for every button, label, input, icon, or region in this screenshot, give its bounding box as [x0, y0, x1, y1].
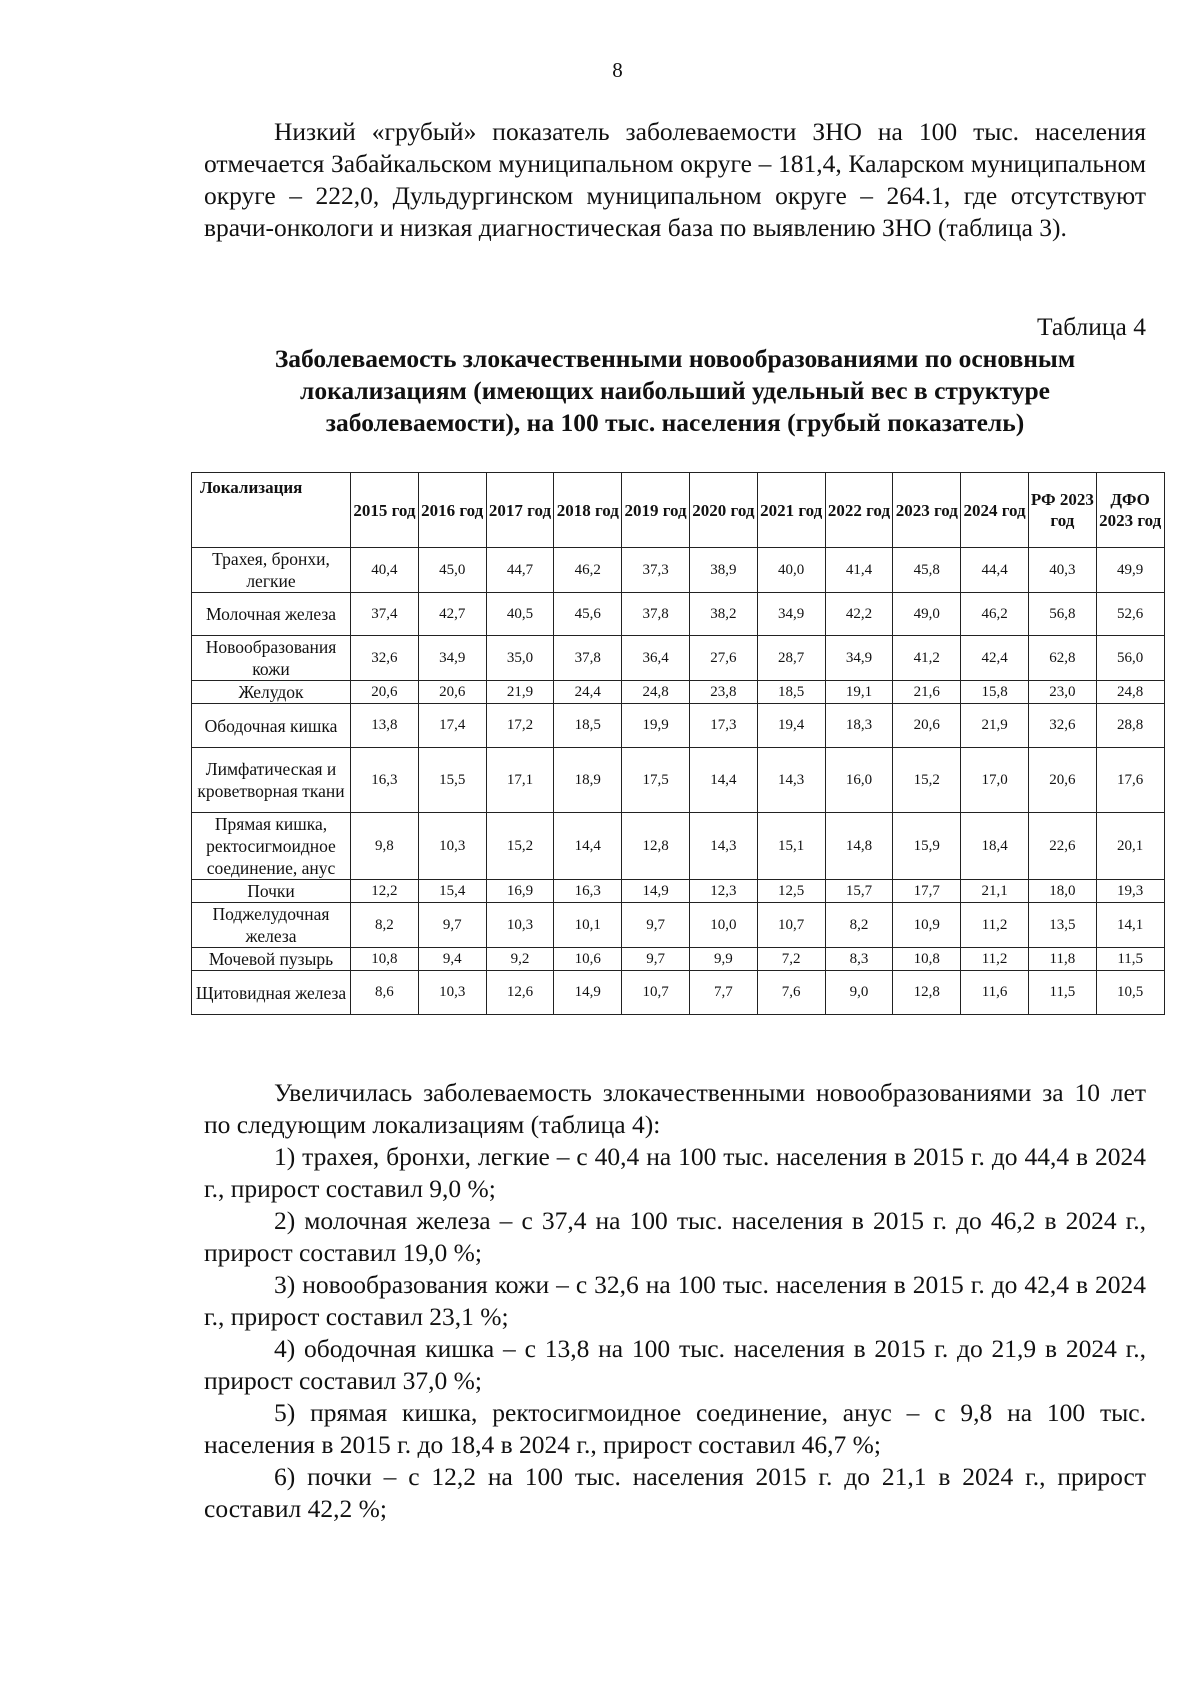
row-value: 17,7 — [893, 880, 961, 903]
row-value: 32,6 — [1028, 704, 1096, 748]
row-value: 46,2 — [554, 548, 622, 593]
row-value: 38,2 — [689, 593, 757, 636]
row-value: 12,5 — [757, 880, 825, 903]
row-value: 12,3 — [689, 880, 757, 903]
row-value: 19,1 — [825, 681, 893, 704]
row-value: 46,2 — [961, 593, 1029, 636]
incidence-table — [191, 472, 1165, 1015]
row-localization: Почки — [192, 880, 351, 903]
row-value: 37,8 — [554, 636, 622, 681]
row-value: 10,3 — [418, 813, 486, 880]
row-value: 10,1 — [554, 903, 622, 948]
row-value: 12,8 — [622, 813, 690, 880]
row-value: 17,0 — [961, 748, 1029, 813]
row-value: 34,9 — [418, 636, 486, 681]
row-value: 10,3 — [418, 971, 486, 1015]
row-value: 44,7 — [486, 548, 554, 593]
row-value: 17,4 — [418, 704, 486, 748]
header-dfo-2023: ДФО 2023 год — [1096, 473, 1164, 548]
row-value: 10,7 — [757, 903, 825, 948]
header-2015: 2015 год — [351, 473, 419, 548]
row-value: 28,7 — [757, 636, 825, 681]
row-value: 10,5 — [1096, 971, 1164, 1015]
row-value: 52,6 — [1096, 593, 1164, 636]
row-value: 34,9 — [757, 593, 825, 636]
header-2024: 2024 год — [961, 473, 1029, 548]
row-value: 9,7 — [622, 948, 690, 971]
header-2017: 2017 год — [486, 473, 554, 548]
row-value: 10,3 — [486, 903, 554, 948]
row-value: 14,8 — [825, 813, 893, 880]
row-value: 11,5 — [1028, 971, 1096, 1015]
row-value: 19,4 — [757, 704, 825, 748]
row-value: 14,3 — [757, 748, 825, 813]
row-value: 12,6 — [486, 971, 554, 1015]
row-value: 34,9 — [825, 636, 893, 681]
row-value: 38,9 — [689, 548, 757, 593]
row-value: 22,6 — [1028, 813, 1096, 880]
row-value: 20,6 — [1028, 748, 1096, 813]
row-value: 15,2 — [486, 813, 554, 880]
row-value: 23,8 — [689, 681, 757, 704]
header-2023: 2023 год — [893, 473, 961, 548]
table-row — [192, 636, 1165, 681]
row-value: 56,0 — [1096, 636, 1164, 681]
row-value: 40,5 — [486, 593, 554, 636]
row-value: 9,9 — [689, 948, 757, 971]
table-row — [192, 903, 1165, 948]
row-value: 8,3 — [825, 948, 893, 971]
row-value: 15,4 — [418, 880, 486, 903]
row-value: 19,9 — [622, 704, 690, 748]
header-rf-2023: РФ 2023 год — [1028, 473, 1096, 548]
row-value: 24,8 — [622, 681, 690, 704]
table-row — [192, 948, 1165, 971]
row-value: 10,9 — [893, 903, 961, 948]
table-row — [192, 748, 1165, 813]
row-localization: Мочевой пузырь — [192, 948, 351, 971]
row-value: 32,6 — [351, 636, 419, 681]
row-value: 11,8 — [1028, 948, 1096, 971]
row-value: 18,0 — [1028, 880, 1096, 903]
row-value: 41,4 — [825, 548, 893, 593]
row-value: 20,1 — [1096, 813, 1164, 880]
row-value: 7,2 — [757, 948, 825, 971]
row-value: 18,3 — [825, 704, 893, 748]
row-value: 14,3 — [689, 813, 757, 880]
row-value: 17,1 — [486, 748, 554, 813]
row-value: 14,4 — [554, 813, 622, 880]
row-value: 8,2 — [825, 903, 893, 948]
row-value: 8,2 — [351, 903, 419, 948]
row-value: 11,2 — [961, 948, 1029, 971]
row-value: 40,4 — [351, 548, 419, 593]
row-value: 9,8 — [351, 813, 419, 880]
row-value: 9,2 — [486, 948, 554, 971]
row-value: 13,5 — [1028, 903, 1096, 948]
row-value: 27,6 — [689, 636, 757, 681]
row-localization: Трахея, бронхи, легкие — [192, 548, 351, 593]
row-value: 28,8 — [1096, 704, 1164, 748]
header-2020: 2020 год — [689, 473, 757, 548]
header-2021: 2021 год — [757, 473, 825, 548]
header-2016: 2016 год — [418, 473, 486, 548]
row-value: 45,0 — [418, 548, 486, 593]
row-value: 14,9 — [554, 971, 622, 1015]
row-value: 21,9 — [486, 681, 554, 704]
table-label: Таблица 4 — [1036, 312, 1146, 341]
row-value: 10,7 — [622, 971, 690, 1015]
row-value: 15,2 — [893, 748, 961, 813]
conclusion-item: 3) новообразования кожи – с 32,6 на 100 тыс. населения в 2015 г. до 42,4 в 2024 г., прирост составил 23,1 %; — [204, 1270, 1146, 1331]
conclusion-item: 4) ободочная кишка – с 13,8 на 100 тыс. населения в 2015 г. до 21,9 в 2024 г., прирост составил 37,0 %; — [204, 1334, 1146, 1395]
row-value: 11,2 — [961, 903, 1029, 948]
row-value: 15,1 — [757, 813, 825, 880]
row-value: 7,6 — [757, 971, 825, 1015]
row-value: 20,6 — [351, 681, 419, 704]
row-value: 10,8 — [351, 948, 419, 971]
conclusions-lead: Увеличилась заболеваемость злокачественными новообразованиями за 10 лет по следующим локализациям (таблица 4): — [204, 1078, 1146, 1139]
row-value: 42,2 — [825, 593, 893, 636]
row-value: 20,6 — [418, 681, 486, 704]
row-localization: Молочная железа — [192, 593, 351, 636]
row-value: 9,7 — [622, 903, 690, 948]
row-value: 37,8 — [622, 593, 690, 636]
row-value: 21,9 — [961, 704, 1029, 748]
conclusion-item: 5) прямая кишка, ректосигмоидное соединение, анус – с 9,8 на 100 тыс. населения в 2015 г. до 18,4 в 2024 г., прирост составил 46,7 %; — [204, 1398, 1146, 1459]
conclusions — [204, 1077, 1146, 1525]
row-value: 18,4 — [961, 813, 1029, 880]
header-2018: 2018 год — [554, 473, 622, 548]
conclusion-item: 1) трахея, бронхи, легкие – с 40,4 на 100 тыс. населения в 2015 г. до 44,4 в 2024 г., прирост составил 9,0 %; — [204, 1142, 1146, 1203]
row-value: 20,6 — [893, 704, 961, 748]
row-localization: Ободочная кишка — [192, 704, 351, 748]
table-row — [192, 704, 1165, 748]
header-2019: 2019 год — [622, 473, 690, 548]
row-localization: Прямая кишка, ректосигмоидное соединение, анус — [192, 813, 351, 880]
table-row — [192, 593, 1165, 636]
row-value: 62,8 — [1028, 636, 1096, 681]
row-value: 45,8 — [893, 548, 961, 593]
row-value: 36,4 — [622, 636, 690, 681]
row-value: 37,3 — [622, 548, 690, 593]
header-2022: 2022 год — [825, 473, 893, 548]
row-value: 7,7 — [689, 971, 757, 1015]
row-value: 16,3 — [554, 880, 622, 903]
row-value: 42,4 — [961, 636, 1029, 681]
conclusion-item: 6) почки – с 12,2 на 100 тыс. населения 2015 г. до 21,1 в 2024 г., прирост составил 42,2 %; — [204, 1462, 1146, 1523]
table-row — [192, 971, 1165, 1015]
row-value: 17,3 — [689, 704, 757, 748]
row-localization: Лимфатическая и кроветворная ткани — [192, 748, 351, 813]
row-value: 12,2 — [351, 880, 419, 903]
row-value: 15,8 — [961, 681, 1029, 704]
row-value: 23,0 — [1028, 681, 1096, 704]
row-localization: Поджелудочная железа — [192, 903, 351, 948]
row-value: 24,8 — [1096, 681, 1164, 704]
row-value: 13,8 — [351, 704, 419, 748]
row-value: 21,1 — [961, 880, 1029, 903]
row-value: 11,5 — [1096, 948, 1164, 971]
row-value: 45,6 — [554, 593, 622, 636]
row-value: 56,8 — [1028, 593, 1096, 636]
row-value: 15,7 — [825, 880, 893, 903]
row-value: 21,6 — [893, 681, 961, 704]
table-body — [192, 548, 1165, 1015]
row-value: 40,0 — [757, 548, 825, 593]
table-row — [192, 548, 1165, 593]
row-value: 49,9 — [1096, 548, 1164, 593]
intro-paragraph: Низкий «грубый» показатель заболеваемости ЗНО на 100 тыс. населения отмечается Забайкальском муниципальном округе – 181,4, Каларском муниципальном округе – 222,0, Дульдургинском муниципальном округе – 264.1, где отсутствуют врачи-онкологи и низкая диагностическая база по выявлению ЗНО (таблица 3). — [204, 117, 1146, 242]
row-value: 9,0 — [825, 971, 893, 1015]
row-value: 11,6 — [961, 971, 1029, 1015]
row-localization: Новообразования кожи — [192, 636, 351, 681]
row-value: 19,3 — [1096, 880, 1164, 903]
row-value: 41,2 — [893, 636, 961, 681]
row-value: 16,3 — [351, 748, 419, 813]
row-value: 18,5 — [757, 681, 825, 704]
row-value: 12,8 — [893, 971, 961, 1015]
row-localization: Щитовидная железа — [192, 971, 351, 1015]
row-value: 16,9 — [486, 880, 554, 903]
page-number: 8 — [612, 58, 623, 82]
table-title: Заболеваемость злокачественными новообразованиями по основным локализациям (имеющих наибольший удельный вес в структуре заболеваемости), на 100 тыс. населения (грубый показатель) — [274, 344, 1076, 437]
row-value: 17,6 — [1096, 748, 1164, 813]
row-value: 14,9 — [622, 880, 690, 903]
row-value: 49,0 — [893, 593, 961, 636]
conclusion-item: 2) молочная железа – с 37,4 на 100 тыс. населения в 2015 г. до 46,2 в 2024 г., прирост составил 19,0 %; — [204, 1206, 1146, 1267]
table-row — [192, 813, 1165, 880]
row-value: 14,1 — [1096, 903, 1164, 948]
row-value: 40,3 — [1028, 548, 1096, 593]
row-value: 24,4 — [554, 681, 622, 704]
row-localization: Желудок — [192, 681, 351, 704]
row-value: 10,6 — [554, 948, 622, 971]
row-value: 16,0 — [825, 748, 893, 813]
table-row — [192, 681, 1165, 704]
row-value: 14,4 — [689, 748, 757, 813]
row-value: 10,0 — [689, 903, 757, 948]
row-value: 42,7 — [418, 593, 486, 636]
row-value: 18,5 — [554, 704, 622, 748]
row-value: 10,8 — [893, 948, 961, 971]
row-value: 8,6 — [351, 971, 419, 1015]
row-value: 9,7 — [418, 903, 486, 948]
row-value: 15,5 — [418, 748, 486, 813]
row-value: 17,2 — [486, 704, 554, 748]
row-value: 18,9 — [554, 748, 622, 813]
table-header-row — [192, 473, 1165, 548]
header-localization: Локализация — [192, 473, 351, 548]
row-value: 35,0 — [486, 636, 554, 681]
row-value: 9,4 — [418, 948, 486, 971]
row-value: 37,4 — [351, 593, 419, 636]
row-value: 44,4 — [961, 548, 1029, 593]
row-value: 15,9 — [893, 813, 961, 880]
table-row — [192, 880, 1165, 903]
row-value: 17,5 — [622, 748, 690, 813]
